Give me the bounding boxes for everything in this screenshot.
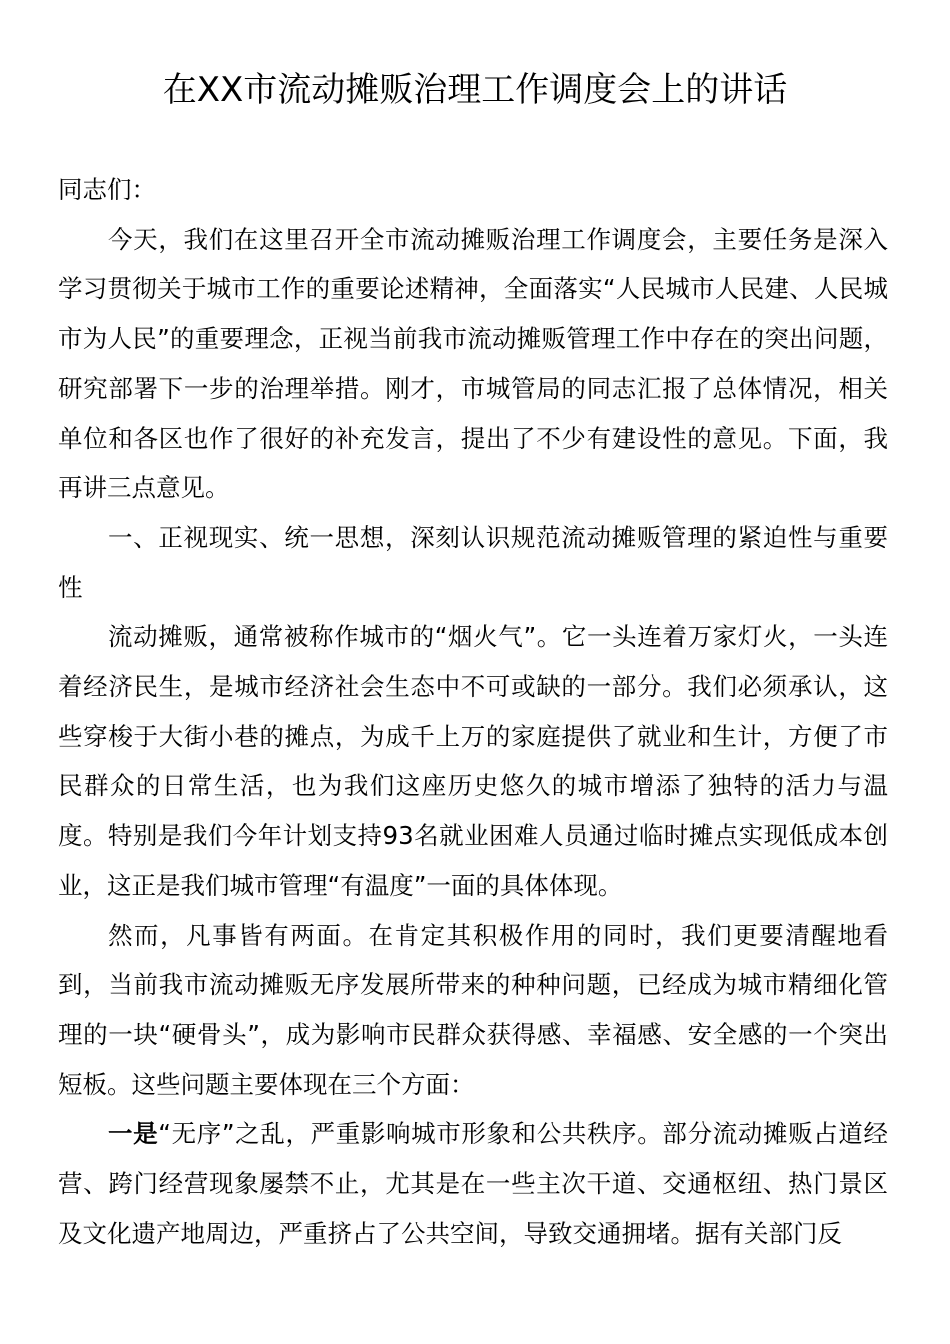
paragraph-problem-one (58, 1109, 888, 1258)
paragraph-street-vendors: 流动摊贩，通常被称作城市的“烟火气”。它一头连着万家灯火，一头连着经济民生，是城市经济社会生态中不可或缺的一部分。我们必须承认，这些穿梭于大街小巷的摊点，为成千上万的家庭提供了就业和生计，方便了市民群众的日常生活，也为我们这座历史悠久的城市增添了独特的活力与温度。特别是我们今年计划支持93名就业困难人员通过临时摊点实现低成本创业，这正是我们城市管理“有温度”一面的具体体现。 (58, 622, 888, 900)
paragraph-opening: 今天，我们在这里召开全市流动摊贩治理工作调度会，主要任务是深入学习贯彻关于城市工作的重要论述精神，全面落实“人民城市人民建、人民城市为人民”的重要理念，正视当前我市流动摊贩管理工作中存在的突出问题，研究部署下一步的治理举措。刚才，市城管局的同志汇报了总体情况，相关单位和各区也作了很好的补充发言，提出了不少有建设性的意见。下面，我再讲三点意见。 (58, 224, 888, 503)
section-heading-1: 一、正视现实、统一思想，深刻认识规范流动摊贩管理的紧迫性与重要性 (58, 522, 888, 602)
paragraph-lead-label: 一是 (108, 1119, 159, 1149)
paragraph-problem-one-text: “无序”之乱，严重影响城市形象和公共秩序。部分流动摊贩占道经营、跨门经营现象屡禁不止，尤其是在一些主次干道、交通枢纽、热门景区及文化遗产地周边，严重挤占了公共空间，导致交通拥堵。据有关部门反 (58, 1119, 888, 1248)
salutation: 同志们： (58, 175, 156, 204)
page-title: 在XX市流动摊贩治理工作调度会上的讲话 (162, 70, 788, 110)
document-body (58, 165, 888, 1258)
paragraph-problems-intro: 然而，凡事皆有两面。在肯定其积极作用的同时，我们更要清醒地看到，当前我市流动摊贩无序发展所带来的种种问题，已经成为城市精细化管理的一块“硬骨头”，成为影响市民群众获得感、幸福感、安全感的一个突出短板。这些问题主要体现在三个方面： (58, 920, 888, 1099)
